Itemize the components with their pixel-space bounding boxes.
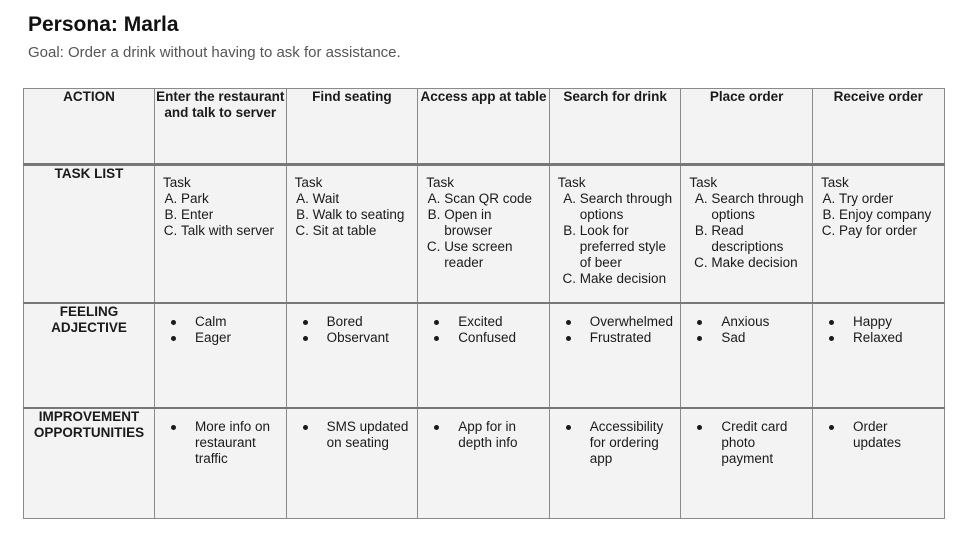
bullet-icon xyxy=(303,320,308,325)
improvement-item: SMS updated on seating xyxy=(326,419,409,450)
improvement-cell xyxy=(681,408,813,519)
task-heading: Task xyxy=(820,175,849,190)
bullet-icon xyxy=(566,336,571,341)
bullet-icon xyxy=(171,425,176,430)
feeling-item: Frustrated xyxy=(589,330,652,345)
task-cell xyxy=(286,165,418,304)
task-heading: Task xyxy=(163,175,191,190)
feeling-row xyxy=(24,303,945,408)
row-label-improvement-line2: OPPORTUNITIES xyxy=(33,425,145,440)
task-item: A. Try order xyxy=(839,191,938,207)
bullet-icon xyxy=(434,336,439,341)
row-label-feeling-line2: ADJECTIVE xyxy=(51,320,127,335)
bullet-icon xyxy=(566,425,571,430)
task-item: C. Use screen reader xyxy=(444,239,543,271)
task-item: B. Read descriptions xyxy=(711,223,806,255)
task-item: B. Open in browser xyxy=(444,207,543,239)
bullet-icon xyxy=(829,425,834,430)
task-heading: Task xyxy=(294,175,323,190)
persona-goal: Goal: Order a drink without having to ask for assistance. xyxy=(28,44,401,61)
task-heading: Task xyxy=(426,175,454,190)
task-cell xyxy=(155,165,287,304)
bullet-icon xyxy=(697,336,702,341)
row-label-feeling xyxy=(24,303,155,408)
row-label-action: ACTION xyxy=(24,89,155,165)
feeling-cell xyxy=(549,303,681,408)
task-item: B. Walk to seating xyxy=(313,207,412,223)
feeling-item: Eager xyxy=(195,330,232,345)
row-label-feeling-line1: FEELING xyxy=(59,304,119,319)
task-cell xyxy=(812,165,944,304)
improvement-row xyxy=(24,408,945,519)
task-item: C. Make decision xyxy=(711,255,806,271)
task-item: A. Park xyxy=(181,191,280,207)
task-item: C. Talk with server xyxy=(181,223,280,239)
feeling-cell xyxy=(812,303,944,408)
improvement-cell xyxy=(155,408,287,519)
feeling-item: Overwhelmed xyxy=(589,314,674,329)
bullet-icon xyxy=(697,320,702,325)
task-item: A. Scan QR code xyxy=(444,191,543,207)
row-label-improvement xyxy=(24,408,155,519)
improvement-item: Accessibility for ordering app xyxy=(589,419,664,466)
task-item: C. Pay for order xyxy=(839,223,938,239)
bullet-icon xyxy=(171,320,176,325)
task-item: B. Look for preferred style of beer xyxy=(580,223,675,271)
improvement-cell xyxy=(812,408,944,519)
task-cell xyxy=(549,165,681,304)
feeling-item: Observant xyxy=(326,330,389,345)
persona-title: Persona: Marla xyxy=(28,13,179,36)
improvement-cell xyxy=(549,408,681,519)
bullet-icon xyxy=(434,320,439,325)
bullet-icon xyxy=(829,336,834,341)
stage-header: Enter the restaurant and talk to server xyxy=(155,89,287,165)
stage-header: Search for drink xyxy=(549,89,681,165)
task-list-row xyxy=(24,165,945,304)
journey-map-table xyxy=(23,88,945,519)
task-item: B. Enter xyxy=(181,207,280,223)
bullet-icon xyxy=(434,425,439,430)
task-item: C. Make decision xyxy=(580,271,675,287)
feeling-cell xyxy=(681,303,813,408)
feeling-cell xyxy=(286,303,418,408)
feeling-item: Calm xyxy=(195,314,227,329)
improvement-cell xyxy=(286,408,418,519)
bullet-icon xyxy=(303,336,308,341)
task-item: C. Sit at table xyxy=(313,223,412,239)
feeling-item: Relaxed xyxy=(852,330,903,345)
task-heading: Task xyxy=(557,175,586,190)
bullet-icon xyxy=(829,320,834,325)
feeling-item: Anxious xyxy=(721,314,770,329)
feeling-item: Happy xyxy=(852,314,892,329)
bullet-icon xyxy=(697,425,702,430)
row-label-improvement-line1: IMPROVEMENT xyxy=(38,409,140,424)
stage-header: Place order xyxy=(681,89,813,165)
improvement-item: More info on restaurant traffic xyxy=(195,419,271,466)
task-cell xyxy=(418,165,550,304)
stage-header: Access app at table xyxy=(418,89,550,165)
task-item: A. Search through options xyxy=(711,191,806,223)
task-item: A. Wait xyxy=(313,191,412,207)
feeling-item: Confused xyxy=(458,330,516,345)
improvement-item: App for in depth info xyxy=(458,419,518,450)
row-label-task-list: TASK LIST xyxy=(24,165,155,304)
improvement-item: Order updates xyxy=(852,419,902,450)
action-row xyxy=(24,89,945,165)
bullet-icon xyxy=(566,320,571,325)
task-item: A. Search through options xyxy=(580,191,675,223)
feeling-cell xyxy=(155,303,287,408)
feeling-item: Bored xyxy=(326,314,363,329)
improvement-cell xyxy=(418,408,550,519)
feeling-item: Sad xyxy=(721,330,746,345)
stage-header: Find seating xyxy=(286,89,418,165)
feeling-cell xyxy=(418,303,550,408)
stage-header: Receive order xyxy=(812,89,944,165)
improvement-item: Credit card photo payment xyxy=(721,419,788,466)
bullet-icon xyxy=(303,425,308,430)
bullet-icon xyxy=(171,336,176,341)
task-item: B. Enjoy company xyxy=(839,207,938,223)
task-heading: Task xyxy=(689,175,718,190)
task-cell xyxy=(681,165,813,304)
feeling-item: Excited xyxy=(458,314,503,329)
